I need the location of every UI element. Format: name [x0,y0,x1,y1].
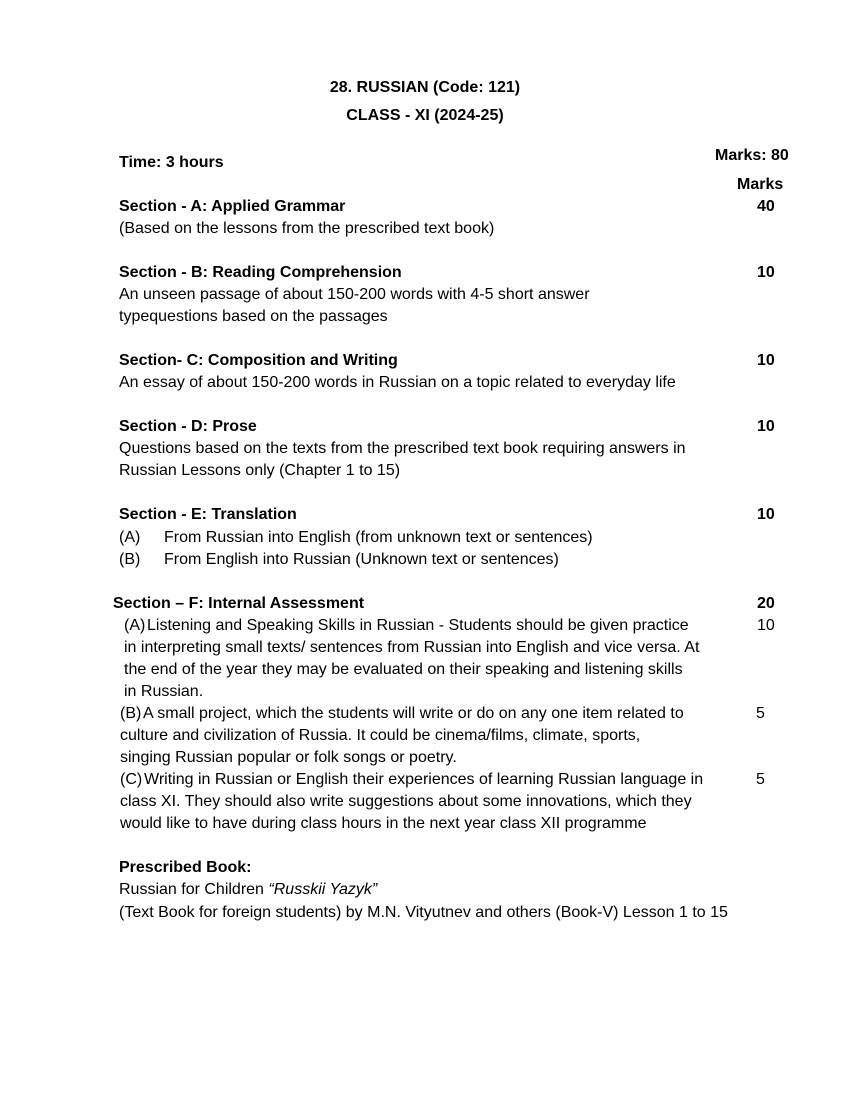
section-b-title: Section - B: Reading Comprehension [119,264,402,281]
time-label: Time: 3 hours [119,154,224,171]
section-a-title: Section - A: Applied Grammar [119,198,346,215]
section-f-item-line: in Russian. [124,683,204,700]
section-f-item-line: would like to have during class hours in the next year class XII programme [120,815,647,832]
prescribed-book-detail: (Text Book for foreign students) by M.N. Vityutnev and others (Book-V) Lesson 1 to 15 [119,904,728,921]
section-f-item-label: (C) [120,771,143,788]
section-e-item-text: From Russian into English (from unknown text or sentences) [164,529,593,546]
section-f-title: Section – F: Internal Assessment [113,595,365,612]
section-e-marks: 10 [757,506,775,523]
section-f-item-line: singing Russian popular or folk songs or poetry. [120,749,457,766]
section-e-item-label: (A) [119,529,141,546]
section-f-item-line: Listening and Speaking Skills in Russian - Students should be given practice [147,617,689,634]
section-b-marks: 10 [757,264,775,281]
total-marks: Marks: 80 [715,147,789,164]
section-e-item-text: From English into Russian (Unknown text or sentences) [164,551,559,568]
class-line: CLASS - XI (2024-25) [346,107,504,124]
section-f-item-line: the end of the year they may be evaluated on their speaking and listening skills [124,661,683,678]
section-d-desc-line: Questions based on the texts from the prescribed text book requiring answers in [119,440,686,457]
section-a-marks: 40 [757,198,775,215]
section-b-desc-line: An unseen passage of about 150-200 words with 4-5 short answer [119,286,590,303]
section-f-item-marks: 5 [756,705,765,722]
section-f-item-line: class XI. They should also write suggestions about some innovations, which they [120,793,692,810]
marks-column-header: Marks [737,176,784,193]
section-f-item-line: Writing in Russian or English their experiences of learning Russian language in [144,771,704,788]
section-d-desc-line: Russian Lessons only (Chapter 1 to 15) [119,462,401,479]
section-c-desc: An essay of about 150-200 words in Russian on a topic related to everyday life [119,374,676,391]
section-f-marks: 20 [757,595,775,612]
section-d-title: Section - D: Prose [119,418,257,435]
section-a-desc: (Based on the lessons from the prescribed text book) [119,220,495,237]
section-d-marks: 10 [757,418,775,435]
section-f-item-marks: 5 [756,771,765,788]
prescribed-book-name-italic: “Russkii Yazyk” [268,881,378,898]
section-f-item-marks: 10 [757,617,775,634]
section-e-title: Section - E: Translation [119,506,297,523]
section-f-item-line: in interpreting small texts/ sentences from Russian into English and vice versa. At [124,639,700,656]
prescribed-book-name-prefix: Russian for Children [119,881,269,898]
section-c-title: Section- C: Composition and Writing [119,352,398,369]
section-f-item-line: A small project, which the students will write or do on any one item related to [143,705,684,722]
section-f-item-label: (B) [120,705,142,722]
page-title: 28. RUSSIAN (Code: 121) [329,79,521,96]
section-b-desc-line: typequestions based on the passages [119,308,388,325]
section-e-item-label: (B) [119,551,141,568]
section-c-marks: 10 [757,352,775,369]
section-f-item-label: (A) [124,617,146,634]
prescribed-book-title: Prescribed Book: [119,859,252,876]
prescribed-book-line [119,879,377,901]
section-f-item-line: culture and civilization of Russia. It could be cinema/films, climate, sports, [120,727,641,744]
